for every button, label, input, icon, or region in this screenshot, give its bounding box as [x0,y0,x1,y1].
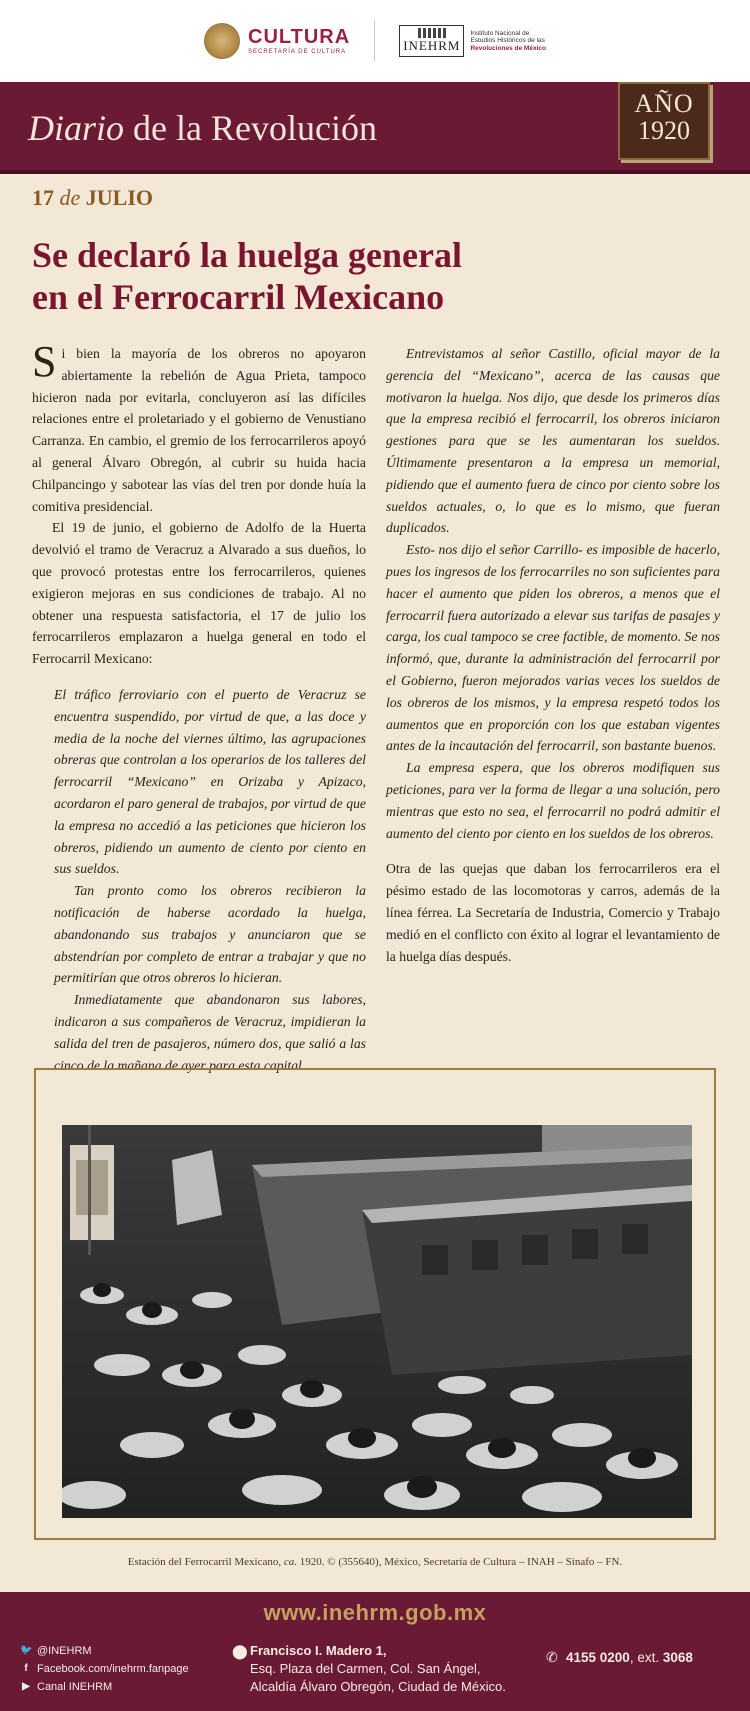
coat-of-arms-icon [204,23,240,59]
address-line: Francisco I. Madero 1, [250,1643,387,1658]
date-de: de [59,185,81,210]
title-rest: de la Revolución [124,108,377,148]
article-column-left [32,337,366,1076]
photo-caption [0,1556,750,1568]
quote-paragraph: El tráfico ferroviario con el puerto de Veracruz se encuentra suspendido, por virtud de que, a las doce y media de la noche del viernes último, las agrupaciones obreras que controlan a los operarios de los talleres del ferrocarril “Mexicano” en Orizaba y Apizaco, acordaron el paro general de trabajos, por virtud de que la empresa no accedió a las peticiones que hicieron los obreros, pidiendo un aumento de ciento por ciento en sus sueldos. [54,686,366,877]
inehrm-desc-line: Instituto Nacional de [470,29,530,37]
paragraph: Otra de las quejas que daban los ferrocarrileros era el pésimo estado de las locomotoras y carros, además de la línea férrea. La Secretaría de Industria, Comercio y Trabajo medió en el conflicto con éxito al lograr el levantamiento de la huelga días después. [386,861,720,964]
caption-text: Estación del Ferrocarril Mexicano, [127,1556,284,1568]
year-value: 1920 [638,116,690,146]
logo-divider [374,21,375,61]
drop-cap: S [32,337,57,386]
year-badge [618,82,710,160]
headline-line-2: en el Ferrocarril Mexicano [32,277,445,318]
photo-frame [34,1068,716,1540]
address-block [232,1642,506,1696]
caption-text: 1920. © (355640), México, Secretaría de Cultura – INAH – Sinafo – FN. [297,1556,623,1568]
youtube-icon: ▶ [22,1681,30,1692]
twitter-icon: 🐦 [20,1645,33,1656]
address-line: Alcaldía Álvaro Obregón, Ciudad de México. [250,1679,506,1694]
quote-paragraph: Esto- nos dijo el señor Carrillo- es imposible de hacerlo, pues los ingresos de los ferrocarriles no son suficientes para hacer el aumento que piden los obreros, a menos que el ferrocarril fuera autorizado a elevar sus tarifas de pasajes y carga, los cual tampoco se cree factible, de momento. Se nos informó, que, durante la administración del ferrocarril por el Gobierno, fueron mejorados varias veces los sueldos de los obreros de los mismos, y la empresa respetó todos los aumentos que en proporción con los que estaban vigentes antes de la incautación del ferrocarril, son bastante buenos. [386,542,720,754]
article-date [32,185,153,211]
quote-paragraph: La empresa espera, que los obreros modifiquen sus peticiones, para ver la forma de llegar a una solución, pero mientras que esto no sea, el ferrocarril no podrá admitir el aumento del ciento por ciento en los sueldos de los obreros. [386,760,720,841]
paragraph [32,337,366,517]
inehrm-logo[interactable] [399,25,546,57]
quote-paragraph: Inmediatamente que abandonaron sus labores, indicaron a sus compañeros de Veracruz, impidieran la salida del tren de pasajeros, número dos, que salió a las cinco de la mañana de ayer para esta capital… [54,992,366,1073]
article-column-right [386,343,720,967]
phone-block[interactable] [546,1649,693,1665]
inehrm-desc-line: Revoluciones de México [470,44,546,52]
caption-ca: ca. [283,1556,298,1568]
address-line: Esq. Plaza del Carmen, Col. San Ángel, [250,1661,481,1676]
paragraph-text: i bien la mayoría de los obreros no apoyaron abiertamente la rebelión de Agua Prieta, tampoco hicieron nada por evitarla, concluyeron así las difíciles relaciones entre el proletariado y el gobierno de Venustiano Carranza. En cambio, el gremio de los ferrocarrileros apoyó al general Álvaro Obregón, al cubrir su huida hacia Chilpancingo y sabotear las vías del tren por donde huía la comitiva presidencial. [32,346,366,514]
social-facebook[interactable] [20,1660,189,1678]
date-month: JULIO [85,185,154,210]
quote-paragraph: Entrevistamos al señor Castillo, oficial mayor de la gerencia del “Mexicano”, acerca de las causas que motivaron la huelga. Nos dijo, que desde los primeros días que la empresa recibió el ferrocarril, los obreros iniciaron gestiones para que se les aumentaran los sueldos. Últimamente presentaron a la empresa un memorial, pidiendo que el aumento fuera de cinco por ciento sobre los sueldos actuales, o, lo que es lo mismo, que fueran duplicados. [386,346,720,536]
social-links [20,1642,189,1696]
inehrm-name: INEHRM [403,38,461,53]
publication-title [28,107,377,149]
cultura-subtitle: SECRETARÍA DE CULTURA [248,49,347,55]
cultura-logo[interactable] [204,23,350,59]
cultura-title: CULTURA [248,26,351,48]
historical-photo [62,1125,692,1518]
quote-paragraph: Tan pronto como los obreros recibieron la notificación de haberse acordado la huelga, abandonando sus trabajos y anunciaron que se abstendrían por completo de entrar a trabajar y que no permitirían que otros obreros lo hicieran. [54,883,366,986]
facebook-url: Facebook.com/inehrm.fanpage [37,1663,189,1675]
train-station-photo-drawing [62,1125,692,1518]
date-day: 17 [32,185,54,210]
title-italic: Diario [28,108,125,148]
website-link[interactable]: www.inehrm.gob.mx [263,1600,487,1625]
phone-ext: 3068 [662,1650,693,1665]
location-pin-icon: ⬤ [232,1643,248,1659]
social-youtube[interactable] [20,1678,189,1696]
facebook-icon: f [24,1663,28,1674]
top-logo-bar [0,0,750,82]
phone-number: 4155 0200 [566,1650,630,1665]
headline [32,234,722,318]
paragraph: El 19 de junio, el gobierno de Adolfo de la Huerta devolvió el tramo de Veracruz a Alvarado a sus dueños, lo que provocó protestas entre los ferrocarrileros, quienes exigieron mejoras en sus condiciones de trabajo. Al no obtener una respuesta satisfactoria, el 17 de julio los ferrocarrileros emplazaron a huelga general en todo el Ferrocarril Mexicano: [32,520,366,667]
youtube-channel: Canal INEHRM [37,1681,113,1693]
phone-icon: ✆ [546,1649,558,1665]
social-twitter[interactable] [20,1642,189,1660]
year-label: AÑO [634,89,694,118]
phone-ext-label: , ext. [629,1650,663,1665]
building-icon [418,28,446,38]
headline-line-1: Se declaró la huelga general [32,235,462,275]
inehrm-desc-line: Estudios Históricos de las [470,37,545,45]
footer [0,1592,750,1711]
twitter-handle: @INEHRM [37,1645,92,1657]
